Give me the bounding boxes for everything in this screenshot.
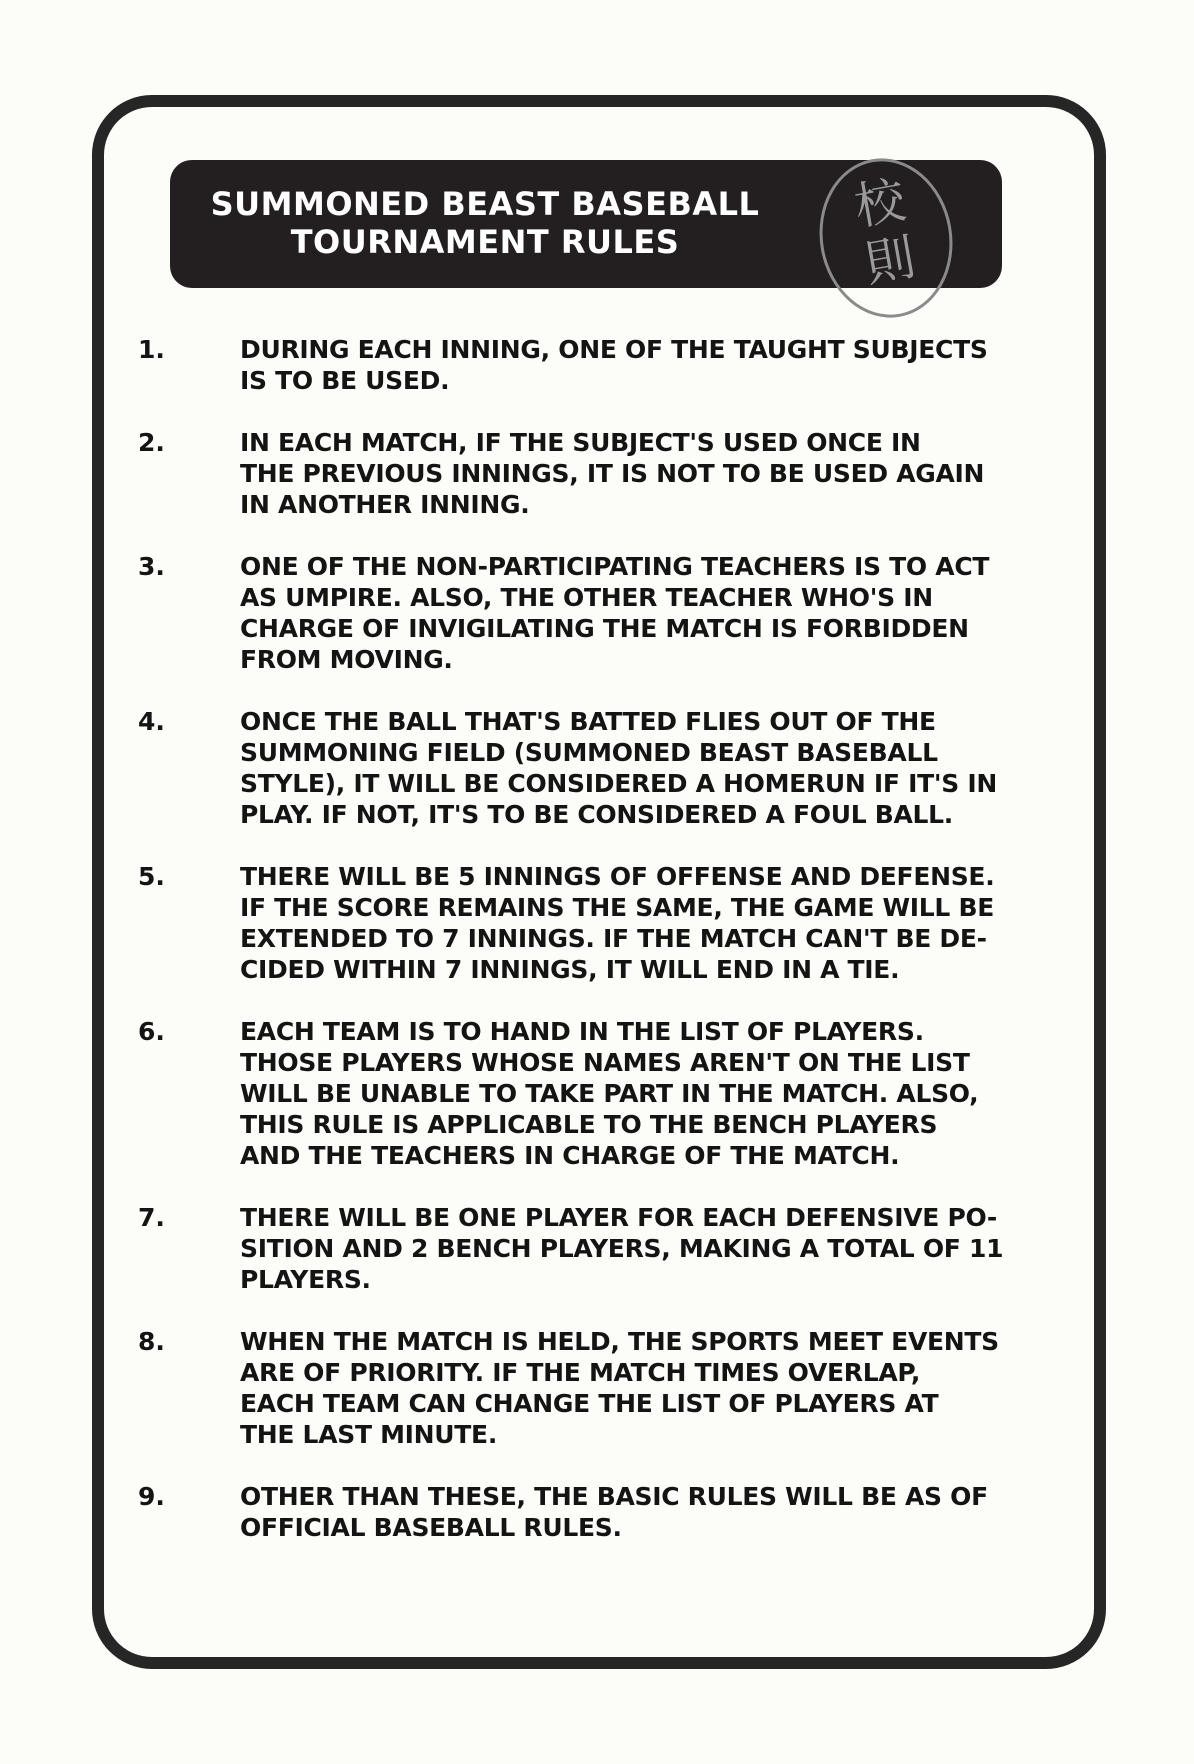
- rule-text: ONCE THE BALL THAT'S BATTED FLIES OUT OF THE SUMMONING FIELD (SUMMONED BEAST BASEBALL STYLE), IT WILL BE CONSIDERED A HOMERUN IF IT'S IN PLAY. IF NOT, IT'S TO BE CONSIDERED A FOUL BALL.: [240, 707, 997, 829]
- rule-item: [138, 334, 1078, 396]
- rule-number: 6.: [138, 1017, 165, 1046]
- rule-number: 2.: [138, 428, 165, 457]
- seal-char-bottom: 則: [860, 227, 920, 294]
- rule-number: 8.: [138, 1327, 165, 1356]
- rule-item: [138, 551, 1078, 675]
- rule-text: ONE OF THE NON-PARTICIPATING TEACHERS IS TO ACT AS UMPIRE. ALSO, THE OTHER TEACHER WHO'S IN CHARGE OF INVIGILATING THE MATCH IS FORBIDDEN FROM MOVING.: [240, 552, 990, 674]
- rule-item: [138, 427, 1078, 520]
- title-line-1: SUMMONED BEAST BASEBALL: [210, 185, 760, 223]
- rule-item: [138, 1326, 1078, 1450]
- rule-item: [138, 1202, 1078, 1295]
- rule-item: [138, 861, 1078, 985]
- rule-item: [138, 1016, 1078, 1171]
- rule-number: 4.: [138, 707, 165, 736]
- rule-text: OTHER THAN THESE, THE BASIC RULES WILL BE AS OF OFFICIAL BASEBALL RULES.: [240, 1482, 988, 1542]
- rule-text: THERE WILL BE 5 INNINGS OF OFFENSE AND DEFENSE. IF THE SCORE REMAINS THE SAME, THE GAME WILL BE EXTENDED TO 7 INNINGS. IF THE MATCH CAN'T BE DE- CIDED WITHIN 7 INNINGS, IT WILL END IN A TIE.: [240, 862, 995, 984]
- rule-number: 1.: [138, 335, 165, 364]
- page-title: [170, 185, 800, 261]
- rule-item: [138, 1481, 1078, 1543]
- rule-text: DURING EACH INNING, ONE OF THE TAUGHT SUBJECTS IS TO BE USED.: [240, 335, 988, 395]
- rules-list: [138, 334, 1078, 1574]
- rule-text: WHEN THE MATCH IS HELD, THE SPORTS MEET EVENTS ARE OF PRIORITY. IF THE MATCH TIMES OVERLAP, EACH TEAM CAN CHANGE THE LIST OF PLAYERS AT THE LAST MINUTE.: [240, 1327, 999, 1449]
- seal-char-top: 校: [850, 170, 910, 237]
- rule-text: IN EACH MATCH, IF THE SUBJECT'S USED ONCE IN THE PREVIOUS INNINGS, IT IS NOT TO BE USED AGAIN IN ANOTHER INNING.: [240, 428, 985, 519]
- rule-number: 5.: [138, 862, 165, 891]
- rule-text: THERE WILL BE ONE PLAYER FOR EACH DEFENSIVE PO- SITION AND 2 BENCH PLAYERS, MAKING A TOTAL OF 11 PLAYERS.: [240, 1203, 1004, 1294]
- rule-text: EACH TEAM IS TO HAND IN THE LIST OF PLAYERS. THOSE PLAYERS WHOSE NAMES AREN'T ON THE LIST WILL BE UNABLE TO TAKE PART IN THE MATCH. ALSO, THIS RULE IS APPLICABLE TO THE BENCH PLAYERS AND THE TEACHERS IN CHARGE OF THE MATCH.: [240, 1017, 979, 1170]
- rule-item: [138, 706, 1078, 830]
- title-line-2: TOURNAMENT RULES: [290, 223, 680, 261]
- rule-number: 3.: [138, 552, 165, 581]
- rule-number: 7.: [138, 1203, 165, 1232]
- rule-number: 9.: [138, 1482, 165, 1511]
